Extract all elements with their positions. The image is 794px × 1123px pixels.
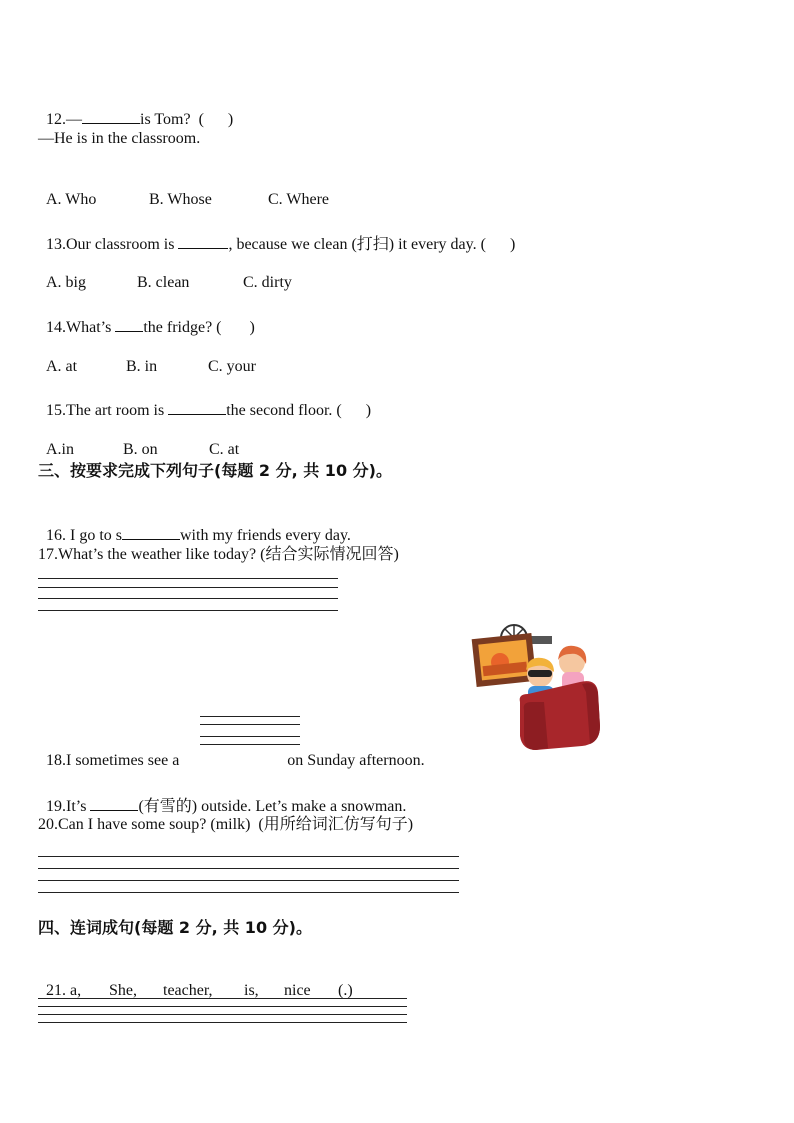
- question-12-options: [38, 170, 329, 210]
- answer-line: [38, 587, 338, 588]
- option-c[interactable]: C. at: [209, 441, 240, 458]
- tv-kids-sofa-icon: [470, 622, 605, 752]
- section-4-heading: 四、连词成句(每题 2 分, 共 10 分)。: [38, 918, 312, 937]
- answer-line: [38, 1006, 407, 1007]
- answer-blank[interactable]: [115, 315, 143, 332]
- answer-line: [38, 1022, 407, 1023]
- question-12-answer: —He is in the classroom.: [38, 130, 201, 147]
- answer-line: [200, 716, 300, 717]
- question-21: [38, 961, 353, 1001]
- option-b[interactable]: B. clean: [137, 274, 190, 291]
- option-a[interactable]: A. at: [46, 358, 78, 375]
- question-18: 18.I sometimes see a on Sunday afternoon.: [46, 752, 425, 769]
- option-c[interactable]: C. Where: [268, 191, 330, 208]
- question-15: 15.The art room is the second floor. ( ): [38, 378, 371, 421]
- question-20: 20.Can I have some soup? (milk) (用所给词汇仿写句子): [38, 816, 414, 833]
- answer-blank[interactable]: [90, 794, 138, 811]
- answer-blank[interactable]: [122, 523, 180, 540]
- question-13: 13.Our classroom is , because we clean (打扫) it every day. ( ): [38, 212, 515, 255]
- answer-line: [38, 998, 407, 999]
- answer-line: [38, 610, 338, 611]
- word-card: 21. a,: [46, 982, 82, 999]
- answer-line: [38, 856, 459, 857]
- section-3-heading: 三、按要求完成下列句子(每题 2 分, 共 10 分)。: [38, 461, 392, 480]
- watching-tv-illustration: [470, 622, 605, 752]
- answer-line: [38, 868, 459, 869]
- answer-blank[interactable]: [82, 107, 140, 124]
- option-c[interactable]: C. dirty: [243, 274, 292, 291]
- question-19: 19.It’s (有雪的) outside. Let’s make a snowman.: [38, 774, 406, 817]
- question-15-options: [38, 420, 239, 460]
- option-a[interactable]: A.in: [46, 441, 74, 458]
- word-card: teacher,: [163, 982, 213, 999]
- word-card: nice: [284, 982, 311, 999]
- question-14: 14.What’s the fridge? ( ): [38, 295, 255, 338]
- answer-line: [38, 892, 459, 893]
- answer-blank[interactable]: [178, 232, 228, 249]
- question-16: 16. I go to s with my friends every day.: [38, 503, 351, 546]
- answer-line: [200, 724, 300, 725]
- answer-line: [38, 578, 338, 579]
- option-a[interactable]: A. Who: [46, 191, 97, 208]
- option-b[interactable]: B. Whose: [149, 191, 212, 208]
- word-card: (.): [338, 982, 353, 999]
- question-12: 12.— is Tom? ( ): [38, 87, 233, 130]
- question-13-options: [38, 253, 292, 293]
- answer-line: [38, 1014, 407, 1015]
- question-17: 17.What’s the weather like today? (结合实际情况回答): [38, 546, 399, 563]
- answer-line: [38, 598, 338, 599]
- word-card: is,: [244, 982, 259, 999]
- option-b[interactable]: B. in: [126, 358, 158, 375]
- word-card: She,: [109, 982, 137, 999]
- option-c[interactable]: C. your: [208, 358, 256, 375]
- answer-blank[interactable]: [168, 398, 226, 415]
- answer-line: [38, 880, 459, 881]
- option-a[interactable]: A. big: [46, 274, 86, 291]
- option-b[interactable]: B. on: [123, 441, 158, 458]
- question-14-options: [38, 337, 256, 377]
